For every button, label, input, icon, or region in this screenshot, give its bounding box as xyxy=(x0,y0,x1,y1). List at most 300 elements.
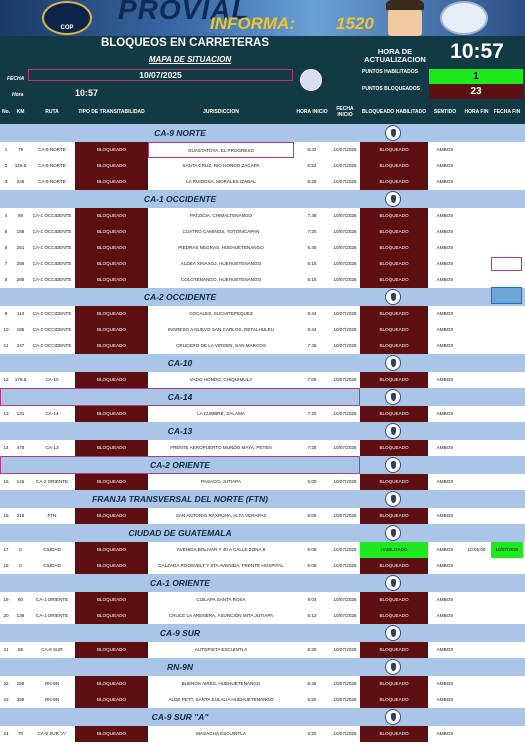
cell-jurisdiccion: PIEDRAS NEGRAS, HUEHUETENANGO xyxy=(178,245,264,250)
table-row[interactable] xyxy=(0,608,525,624)
cell-tipo: BLOQUEADO xyxy=(75,726,148,742)
cell-estado: BLOQUEADO xyxy=(360,676,428,692)
cell-fecha-fin xyxy=(491,240,523,256)
cell-estado: BLOQUEADO xyxy=(360,692,428,708)
cell-km: 0 xyxy=(19,563,22,568)
cell-fecha-inicio: 10/07/2025 xyxy=(333,229,357,234)
logo-text: COP xyxy=(60,25,74,31)
cell-fecha-inicio: 10/07/2025 xyxy=(333,377,357,382)
section-header xyxy=(0,658,525,676)
provial-emblem-icon xyxy=(385,625,401,641)
cell-hora-inicio: 9:20 xyxy=(307,731,317,736)
cell-km: 355 xyxy=(16,697,25,702)
cell-hora-inicio: 6:44 xyxy=(307,327,317,332)
cell-tipo: BLOQUEADO xyxy=(75,608,148,624)
cell-tipo: BLOQUEADO xyxy=(75,508,148,524)
cell-jurisdiccion: CRUCERO DE LA VIRGEN, SAN MARCOS xyxy=(176,343,266,348)
cell-ruta: CA-2 ORIENTE xyxy=(35,479,69,484)
cell-ruta: CA-1 OCCIDENTE xyxy=(32,229,72,234)
table-row[interactable] xyxy=(0,174,525,190)
update-time: 10:57 xyxy=(450,40,504,63)
table-row[interactable] xyxy=(0,406,525,422)
cell-fecha-fin xyxy=(491,406,523,422)
cell-fecha-fin xyxy=(491,306,523,322)
table-row[interactable] xyxy=(0,592,525,608)
fecha-value: 10/07/2025 xyxy=(28,69,293,81)
cell-fecha-inicio: 10/07/2025 xyxy=(333,147,357,152)
section-header xyxy=(0,624,525,642)
section-title: FRANJA TRANSVERSAL DEL NORTE (FTN) xyxy=(92,494,268,504)
cell-hora-inicio: 7:25 xyxy=(307,445,317,450)
cell-ruta: CA-2 OCCIDENTE xyxy=(32,311,72,316)
cell-hora-fin xyxy=(462,224,491,240)
cell-sentido: AMBOS xyxy=(436,731,454,736)
provial-emblem-icon xyxy=(440,1,488,35)
cell-km: 478 xyxy=(16,445,25,450)
cell-estado: BLOQUEADO xyxy=(360,726,428,742)
cell-estado: BLOQUEADO xyxy=(360,272,428,288)
cell-fecha-inicio: 10/07/2025 xyxy=(333,563,357,568)
cell-jurisdiccion: PATZICIA, CHIMALTENANGO xyxy=(189,213,253,218)
cell-tipo: BLOQUEADO xyxy=(75,272,148,288)
cell-hora-fin xyxy=(462,676,491,692)
cell-fecha-inicio: 10/07/2025 xyxy=(333,213,357,218)
cell-km: 70 xyxy=(17,731,24,736)
cell-fecha-fin xyxy=(491,224,523,240)
report-header xyxy=(0,36,525,100)
cell-tipo: BLOQUEADO xyxy=(75,142,148,158)
cell-hora-fin: 10:05:00 xyxy=(467,547,486,552)
table-row[interactable] xyxy=(0,676,525,692)
table-row[interactable] xyxy=(0,692,525,708)
column-header xyxy=(0,100,525,124)
cell-no: 1 xyxy=(4,147,8,152)
selection-outline xyxy=(0,388,360,406)
cell-sentido: AMBOS xyxy=(436,647,454,652)
cell-estado: BLOQUEADO xyxy=(360,322,428,338)
cell-km: 113 xyxy=(16,311,25,316)
cell-no: 21 xyxy=(3,647,9,652)
cell-km: 258 xyxy=(16,681,25,686)
cell-jurisdiccion: CRUCE LA ARENERA, ASUNCIÓN MITA JUTIAPA xyxy=(168,613,274,618)
section-title: CA-9 NORTE xyxy=(154,128,206,138)
section-title: CA-2 OCCIDENTE xyxy=(143,292,217,302)
cell-ruta: CA-1 OCCIDENTE xyxy=(32,261,72,266)
cell-sentido: AMBOS xyxy=(436,261,454,266)
cell-km: 131 xyxy=(16,411,25,416)
cell-hora-inicio: 6:40 xyxy=(307,245,317,250)
cell-hora-fin xyxy=(462,508,491,524)
cell-fecha-inicio: 10/07/2025 xyxy=(333,277,357,282)
cell-estado: BLOQUEADO xyxy=(360,306,428,322)
cell-km: 185 xyxy=(16,327,25,332)
table-row[interactable] xyxy=(0,306,525,322)
cell-fecha-fin xyxy=(491,372,523,388)
cell-tipo: BLOQUEADO xyxy=(75,676,148,692)
cell-tipo: BLOQUEADO xyxy=(75,692,148,708)
cell-jurisdiccion: PASACO, JUTIAPA xyxy=(201,479,241,484)
cell-no: 14 xyxy=(3,445,9,450)
cell-estado: BLOQUEADO xyxy=(360,256,428,272)
cell-sentido: AMBOS xyxy=(436,311,454,316)
cell-tipo: BLOQUEADO xyxy=(75,208,148,224)
selected-cell-outline xyxy=(491,257,522,271)
cell-jurisdiccion: MASAGUA ESCUINTLA xyxy=(196,731,246,736)
cell-estado: BLOQUEADO xyxy=(360,142,428,158)
section-title: CIUDAD DE GUATEMALA xyxy=(128,528,232,538)
cell-fecha-inicio: 10/07/2025 xyxy=(333,547,357,552)
cell-hora-inicio: 7:20 xyxy=(307,411,317,416)
cell-hora-inicio: 6:05 xyxy=(307,563,317,568)
cell-no: 17 xyxy=(3,547,9,552)
cell-hora-inicio: 6:12 xyxy=(307,613,317,618)
provial-emblem-icon xyxy=(385,355,401,371)
cell-km: 245 xyxy=(16,179,25,184)
cell-fecha-fin xyxy=(491,642,523,658)
cell-no: 9 xyxy=(4,311,8,316)
cell-hora-inicio: 6:28 xyxy=(307,179,317,184)
cell-hora-inicio: 6:05 xyxy=(307,547,317,552)
cell-tipo: BLOQUEADO xyxy=(75,158,148,174)
cell-hora-fin xyxy=(462,692,491,708)
col-estado: BLOQUEADO HABILITADO xyxy=(361,109,427,115)
section-title: CA-1 OCCIDENTE xyxy=(143,194,217,204)
cell-fecha-fin xyxy=(491,508,523,524)
cell-estado: BLOQUEADO xyxy=(360,558,428,574)
cell-sentido: AMBOS xyxy=(436,377,454,382)
table-row[interactable] xyxy=(0,322,525,338)
cell-sentido: AMBOS xyxy=(436,179,454,184)
cell-no: 12 xyxy=(3,377,9,382)
col-fecha-fin: FECHA FIN xyxy=(493,109,521,115)
cell-no: 16 xyxy=(3,513,9,518)
cell-no: 10 xyxy=(3,327,9,332)
cell-km: 251 xyxy=(16,245,25,250)
section-title: CA-10 xyxy=(167,358,193,368)
table-row[interactable] xyxy=(0,440,525,456)
col-ruta: RUTA xyxy=(45,109,59,115)
cell-tipo: BLOQUEADO xyxy=(75,322,148,338)
table-row[interactable] xyxy=(0,542,525,558)
cell-km: 188 xyxy=(16,229,25,234)
section-header xyxy=(0,524,525,542)
cell-ruta: RN-9N xyxy=(44,697,60,702)
provial-emblem-icon xyxy=(385,191,401,207)
cell-ruta: CA-9 SUR "A" xyxy=(37,731,67,736)
cell-jurisdiccion: BUENOS AIRES, HUEHUETENANGO xyxy=(181,681,261,686)
cell-tipo: BLOQUEADO xyxy=(75,174,148,190)
cell-fecha-fin xyxy=(491,592,523,608)
table-row[interactable] xyxy=(0,208,525,224)
cell-hora-fin xyxy=(462,642,491,658)
provial-emblem-icon xyxy=(385,457,401,473)
table-row[interactable] xyxy=(0,474,525,490)
cell-km: 0 xyxy=(19,547,22,552)
cell-hora-inicio: 6:42 xyxy=(307,147,317,152)
cell-sentido: AMBOS xyxy=(436,163,454,168)
cell-hora-fin xyxy=(462,474,491,490)
provial-emblem-icon xyxy=(385,491,401,507)
cell-fecha-inicio: 10/07/2025 xyxy=(333,343,357,348)
cell-fecha-inicio: 10/07/2025 xyxy=(333,245,357,250)
banner-title-bottom: INFORMA: xyxy=(210,14,295,33)
cell-km: 139 xyxy=(16,613,25,618)
cell-no: 3 xyxy=(4,179,8,184)
provial-emblem-icon xyxy=(385,709,401,725)
cell-ruta: CA-10 xyxy=(45,377,59,382)
section-header xyxy=(0,354,525,372)
cell-estado: BLOQUEADO xyxy=(360,406,428,422)
cell-fecha-fin xyxy=(491,440,523,456)
banner-title-top: PROVIAL xyxy=(118,0,250,25)
section-title: CA-9 SUR "A" xyxy=(151,712,209,722)
cell-no: 19 xyxy=(3,597,9,602)
cell-sentido: AMBOS xyxy=(436,563,454,568)
cell-hora-fin xyxy=(462,142,491,158)
hora-label: Hora xyxy=(12,92,24,98)
cell-estado: BLOQUEADO xyxy=(360,240,428,256)
cell-jurisdiccion: SAN ANTONIO RAXRUHA, ALTA VERAPAZ xyxy=(175,513,267,518)
section-header xyxy=(0,388,525,406)
cell-estado: BLOQUEADO xyxy=(360,642,428,658)
cell-no: 13 xyxy=(3,411,9,416)
cell-no: 22 xyxy=(3,681,9,686)
cell-sentido: AMBOS xyxy=(436,613,454,618)
cell-fecha-inicio: 10/07/2025 xyxy=(333,731,357,736)
cell-fecha-inicio: 10/07/2025 xyxy=(333,697,357,702)
cell-fecha-fin xyxy=(491,174,523,190)
provial-emblem-icon xyxy=(385,525,401,541)
cell-hora-inicio: 6:46 xyxy=(307,681,317,686)
cell-hora-fin xyxy=(462,174,491,190)
cell-hora-fin xyxy=(462,726,491,742)
cell-fecha-fin xyxy=(491,208,523,224)
cell-km: 145 xyxy=(16,479,25,484)
table-row[interactable] xyxy=(0,338,525,354)
provial-emblem-icon xyxy=(385,389,401,405)
cell-sentido: AMBOS xyxy=(436,597,454,602)
cell-hora-fin xyxy=(462,256,491,272)
col-no: No. xyxy=(1,109,11,115)
cell-ruta: CIUDAD xyxy=(43,547,61,552)
cell-jurisdiccion: CUILAPA SANTA ROSA xyxy=(196,597,246,602)
section-title: CA-13 xyxy=(167,426,193,436)
cell-tipo: BLOQUEADO xyxy=(75,406,148,422)
cell-jurisdiccion: COCALES, SUCHITEPEQUEZ xyxy=(189,311,253,316)
cell-tipo: BLOQUEADO xyxy=(75,642,148,658)
cell-fecha-fin: 10/07/2025 xyxy=(491,542,523,558)
table-row[interactable] xyxy=(0,726,525,742)
cell-ruta: CA-9 NORTE xyxy=(38,163,66,168)
cell-estado: BLOQUEADO xyxy=(360,174,428,190)
section-title: CA-1 ORIENTE xyxy=(150,578,210,588)
section-header xyxy=(0,124,525,142)
cell-hora-fin xyxy=(462,406,491,422)
cell-tipo: BLOQUEADO xyxy=(75,372,148,388)
cell-estado: BLOQUEADO xyxy=(360,338,428,354)
cell-jurisdiccion: CALZADA ROOSVELT Y 6TA AVENIDA, FRENTE HOSPITAL xyxy=(158,563,284,568)
cell-estado: BLOQUEADO xyxy=(360,158,428,174)
cell-km: 319 xyxy=(16,513,25,518)
fecha-label: FECHA xyxy=(7,76,25,82)
cell-tipo: BLOQUEADO xyxy=(75,542,148,558)
cell-ruta: CA-1 OCCIDENTE xyxy=(32,277,72,282)
cell-fecha-fin xyxy=(491,142,523,158)
cell-fecha-fin xyxy=(491,608,523,624)
cell-tipo: BLOQUEADO xyxy=(75,592,148,608)
cell-hora-inicio: 7:20 xyxy=(307,229,317,234)
cell-tipo: BLOQUEADO xyxy=(75,474,148,490)
update-label: HORA DE ACTUALIZACION xyxy=(364,47,426,64)
cell-estado: BLOQUEADO xyxy=(360,208,428,224)
cell-tipo: BLOQUEADO xyxy=(75,440,148,456)
cell-fecha-inicio: 10/07/2025 xyxy=(333,613,357,618)
cell-jurisdiccion: CUATRO CAMINOS, TOTONICAPAN xyxy=(182,229,260,234)
cop-logo-icon xyxy=(42,1,92,35)
cell-fecha-fin xyxy=(491,558,523,574)
table-row[interactable] xyxy=(0,224,525,240)
cell-km: 285 xyxy=(16,277,25,282)
banner-phone: 1520 xyxy=(336,14,374,33)
cell-fecha-inicio: 10/07/2025 xyxy=(333,445,357,450)
cell-sentido: AMBOS xyxy=(436,547,454,552)
cell-estado: BLOQUEADO xyxy=(360,592,428,608)
cell-hora-inicio: 6:52 xyxy=(307,163,317,168)
habilitados-count: 1 xyxy=(429,69,523,84)
cell-estado: BLOQUEADO xyxy=(360,440,428,456)
cell-sentido: AMBOS xyxy=(436,681,454,686)
table-row[interactable] xyxy=(0,158,525,174)
cell-sentido: AMBOS xyxy=(436,445,454,450)
cell-sentido: AMBOS xyxy=(436,479,454,484)
cell-hora-inicio: 7:45 xyxy=(307,343,317,348)
cell-tipo: BLOQUEADO xyxy=(75,338,148,354)
cell-tipo: BLOQUEADO xyxy=(75,224,148,240)
cell-sentido: AMBOS xyxy=(436,229,454,234)
cell-km: 60 xyxy=(17,597,24,602)
cell-no: 4 xyxy=(4,213,8,218)
cell-km: 89 xyxy=(17,213,24,218)
mascot-icon xyxy=(388,0,422,36)
cell-ruta: CA-9 SUR xyxy=(41,647,63,652)
cell-ruta: CA-1 ORIENTE xyxy=(35,597,69,602)
col-sentido: SENTIDO xyxy=(433,109,457,115)
cell-jurisdiccion: COLOTENANGO, HUEHUETENANGO xyxy=(180,277,262,282)
cell-no: 24 xyxy=(3,731,9,736)
cell-ruta: RN-9N xyxy=(44,681,60,686)
cell-hora-inicio: 6:50 xyxy=(307,697,317,702)
habilitados-label: PUNTOS HABILITADOS xyxy=(362,69,418,75)
provial-shield-icon xyxy=(300,69,322,91)
cell-estado: BLOQUEADO xyxy=(360,372,428,388)
selection-outline xyxy=(0,456,360,474)
bloqueados-count: 23 xyxy=(429,84,523,99)
table-row[interactable] xyxy=(0,558,525,574)
cell-tipo: BLOQUEADO xyxy=(75,240,148,256)
cell-sentido: AMBOS xyxy=(436,147,454,152)
cell-hora-fin xyxy=(462,240,491,256)
cell-ruta: CA-13 xyxy=(45,445,59,450)
cell-hora-fin xyxy=(462,372,491,388)
section-header xyxy=(0,708,525,726)
cell-estado: BLOQUEADO xyxy=(360,224,428,240)
cell-hora-fin xyxy=(462,592,491,608)
cell-km: 256 xyxy=(16,261,25,266)
cell-estado: BLOQUEADO xyxy=(360,474,428,490)
cell-sentido: AMBOS xyxy=(436,327,454,332)
cell-no: 5 xyxy=(4,229,8,234)
table-row[interactable] xyxy=(0,642,525,658)
cell-hora-fin xyxy=(462,608,491,624)
col-jurisdiccion: JURISDICCION xyxy=(203,109,239,115)
cell-ruta: CA-1 OCCIDENTE xyxy=(32,245,72,250)
cell-fecha-inicio: 10/07/2025 xyxy=(333,261,357,266)
table-row[interactable] xyxy=(0,256,525,272)
cell-no: 23 xyxy=(3,697,9,702)
cell-ruta: CA-1 ORIENTE xyxy=(35,613,69,618)
cell-no: 7 xyxy=(4,261,8,266)
provial-emblem-icon xyxy=(385,125,401,141)
cell-hora-inicio: 7:05 xyxy=(307,377,317,382)
cell-ruta: CA-2 OCCIDENTE xyxy=(32,343,72,348)
cell-no: 18 xyxy=(3,563,9,568)
col-tipo: TIPO DE TRANSITABILIDAD xyxy=(78,109,145,115)
cell-tipo: BLOQUEADO xyxy=(75,306,148,322)
cell-ruta: CA-1 OCCIDENTE xyxy=(32,213,72,218)
cell-hora-fin xyxy=(462,322,491,338)
cell-km: 65 xyxy=(17,647,24,652)
cell-ruta: CIUDAD xyxy=(43,563,61,568)
cell-fecha-inicio: 10/07/2025 xyxy=(333,513,357,518)
cell-fecha-inicio: 10/07/2025 xyxy=(333,327,357,332)
cell-jurisdiccion: FRENTE AEROPUERTO MUNDO MAYA, PETEN xyxy=(170,445,272,450)
table-row[interactable] xyxy=(0,508,525,524)
cell-fecha-fin xyxy=(491,338,523,354)
provial-emblem-icon xyxy=(385,423,401,439)
cell-hora-inicio: 6:35 xyxy=(307,647,317,652)
cell-jurisdiccion: SANTA CRUZ, RIO HONDO ZACAPA xyxy=(182,163,260,168)
table-row[interactable] xyxy=(0,142,525,158)
cell-estado: BLOQUEADO xyxy=(360,608,428,624)
table-row[interactable] xyxy=(0,240,525,256)
cell-sentido: AMBOS xyxy=(436,513,454,518)
cell-estado: BLOQUEADO xyxy=(360,508,428,524)
cell-hora-inicio: 6:15 xyxy=(307,277,317,282)
cell-fecha-fin xyxy=(491,676,523,692)
cell-hora-fin xyxy=(462,440,491,456)
col-hora-fin: HORA FIN xyxy=(464,109,489,115)
section-header xyxy=(0,490,525,508)
cell-fecha-fin xyxy=(491,158,523,174)
active-cell[interactable] xyxy=(491,287,522,304)
cell-hora-inicio: 6:44 xyxy=(307,311,317,316)
cell-hora-fin xyxy=(462,158,491,174)
cell-fecha-inicio: 10/07/2025 xyxy=(333,411,357,416)
main-title: BLOQUEOS EN CARRETERAS xyxy=(100,37,270,49)
cell-hora-fin xyxy=(462,306,491,322)
cell-no: 6 xyxy=(4,245,8,250)
section-header xyxy=(0,422,525,440)
cell-ruta: CA-2 OCCIDENTE xyxy=(32,327,72,332)
provial-emblem-icon xyxy=(385,659,401,675)
table-row[interactable] xyxy=(0,372,525,388)
cell-fecha-inicio: 10/07/2025 xyxy=(333,597,357,602)
cell-km: 126.5 xyxy=(14,163,27,168)
cell-jurisdiccion: INGRESO A NUEVO SAN CARLOS, RETALHULEU xyxy=(167,327,275,332)
cell-fecha-fin xyxy=(491,474,523,490)
provial-emblem-icon xyxy=(385,575,401,591)
cell-jurisdiccion: VADO HONDO, CHIQUIMULA xyxy=(189,377,253,382)
